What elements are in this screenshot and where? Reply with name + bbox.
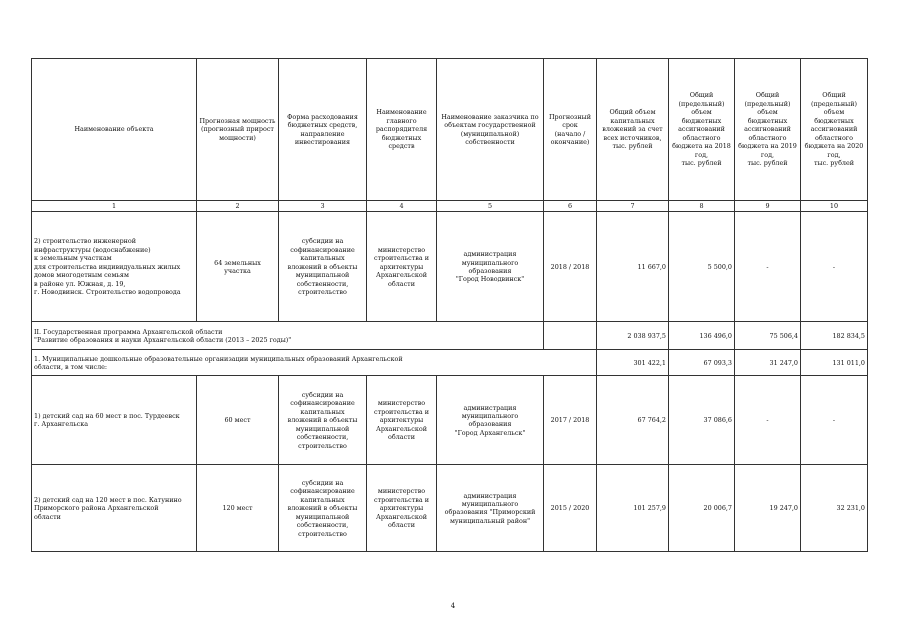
amount-2019: 75 506,4: [735, 322, 801, 350]
total-amount: 301 422,1: [597, 350, 669, 376]
column-number: 6: [544, 201, 597, 212]
header-funding-form: Форма расходования бюджетных средств, направление инвестирования: [279, 59, 367, 201]
header-capacity: Прогнозная мощность (прогнозный прирост мощности): [197, 59, 279, 201]
column-number-row: [32, 201, 868, 212]
column-number: 9: [735, 201, 801, 212]
capacity: 64 земельных участка: [197, 212, 279, 322]
amount-2018: 37 086,6: [669, 376, 735, 465]
header-2020: Общий (предельный) объем бюджетных ассигнований областного бюджета на 2020 год, тыс. рублей: [801, 59, 868, 201]
column-number: 10: [801, 201, 868, 212]
amount-2018: 5 500,0: [669, 212, 735, 322]
amount-2020: -: [801, 212, 868, 322]
header-2019: Общий (предельный) объем бюджетных ассигнований областного бюджета на 2019 год, тыс. рублей: [735, 59, 801, 201]
budget-manager: министерство строительства и архитектуры Архангельской области: [367, 465, 437, 552]
column-number: 2: [197, 201, 279, 212]
total-amount: 101 257,9: [597, 465, 669, 552]
table-row: [32, 376, 868, 465]
column-number: 7: [597, 201, 669, 212]
header-budget-manager: Наименование главного распорядителя бюджетных средств: [367, 59, 437, 201]
column-number: 8: [669, 201, 735, 212]
subsection-row: [32, 350, 868, 376]
empty-cell: [544, 322, 597, 350]
term: 2017 / 2018: [544, 376, 597, 465]
column-number: 4: [367, 201, 437, 212]
program-title: II. Государственная программа Архангельской области "Развитие образования и науки Архангельской области (2013 – 2025 годы)": [32, 322, 544, 350]
budget-manager: министерство строительства и архитектуры Архангельской области: [367, 212, 437, 322]
amount-2020: 32 231,0: [801, 465, 868, 552]
program-row: [32, 322, 868, 350]
amount-2018: 136 496,0: [669, 322, 735, 350]
amount-2020: 131 011,0: [801, 350, 868, 376]
amount-2018: 67 093,3: [669, 350, 735, 376]
object-name: 2) строительство инженерной инфраструктуры (водоснабжение) к земельным участкам для строительства индивидуальных жилых домов многодетным семьям в районе ул. Южная, д. 19, г. Новодвинск. Строительство водопровода: [32, 212, 197, 322]
total-amount: 11 667,0: [597, 212, 669, 322]
capacity: 120 мест: [197, 465, 279, 552]
capacity: 60 мест: [197, 376, 279, 465]
column-number: 3: [279, 201, 367, 212]
amount-2019: 19 247,0: [735, 465, 801, 552]
amount-2020: -: [801, 376, 868, 465]
column-number: 1: [32, 201, 197, 212]
funding-form: субсидии на софинансирование капитальных вложений в объекты муниципальной собственности, строительство: [279, 465, 367, 552]
customer: администрация муниципального образования "Приморский муниципальный район": [437, 465, 544, 552]
amount-2018: 20 006,7: [669, 465, 735, 552]
funding-form: субсидии на софинансирование капитальных вложений в объекты муниципальной собственности, строительство: [279, 212, 367, 322]
header-customer: Наименование заказчика по объектам государственной (муниципальной) собственности: [437, 59, 544, 201]
term: 2015 / 2020: [544, 465, 597, 552]
term: 2018 / 2018: [544, 212, 597, 322]
investment-table: [31, 58, 868, 552]
amount-2019: 31 247,0: [735, 350, 801, 376]
page-number: 4: [450, 602, 456, 610]
header-total: Общий объем капитальных вложений за счет всех источников, тыс. рублей: [597, 59, 669, 201]
header-term: Прогнозный срок (начало / окончание): [544, 59, 597, 201]
customer: администрация муниципального образования "Город Архангельск": [437, 376, 544, 465]
table-row: [32, 212, 868, 322]
object-name: 1) детский сад на 60 мест в пос. Турдеевск г. Архангельска: [32, 376, 197, 465]
table-row: [32, 465, 868, 552]
object-name: 2) детский сад на 120 мест в пос. Катунино Приморского района Архангельской области: [32, 465, 197, 552]
header-object-name: Наименование объекта: [32, 59, 197, 201]
column-number: 5: [437, 201, 544, 212]
funding-form: субсидии на софинансирование капитальных вложений в объекты муниципальной собственности, строительство: [279, 376, 367, 465]
amount-2020: 182 834,5: [801, 322, 868, 350]
header-row: [32, 59, 868, 201]
customer: администрация муниципального образования "Город Новодвинск": [437, 212, 544, 322]
budget-manager: министерство строительства и архитектуры Архангельской области: [367, 376, 437, 465]
header-2018: Общий (предельный) объем бюджетных ассигнований областного бюджета на 2018 год, тыс. рублей: [669, 59, 735, 201]
subsection-title: 1. Муниципальные дошкольные образовательные организации муниципальных образований Архангельской области, в том числе:: [32, 350, 597, 376]
amount-2019: -: [735, 376, 801, 465]
total-amount: 67 764,2: [597, 376, 669, 465]
total-amount: 2 038 937,5: [597, 322, 669, 350]
amount-2019: -: [735, 212, 801, 322]
